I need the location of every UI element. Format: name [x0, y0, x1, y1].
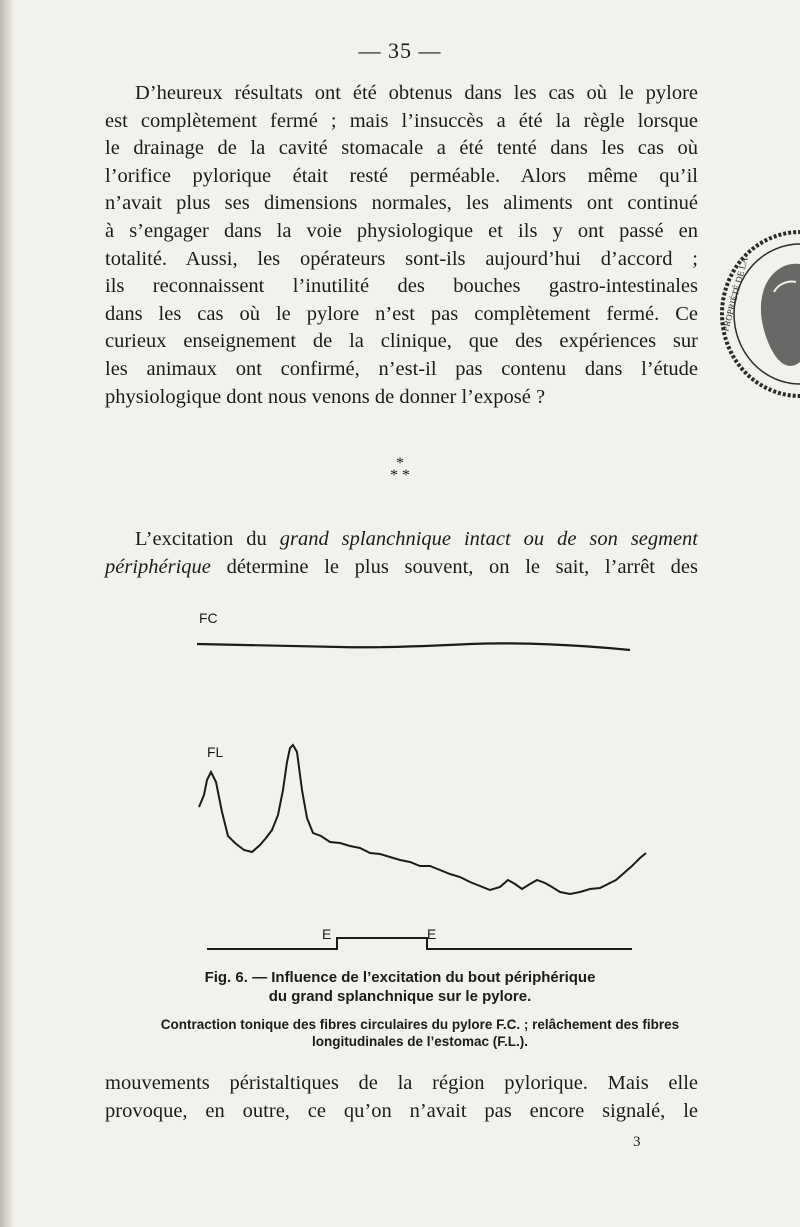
text-line: à s’engager dans la voie physiologique et ils y ont passé en	[105, 219, 698, 242]
svg-text:PROPRIÉTÉ DE LA: PROPRIÉTÉ DE LA	[720, 256, 750, 333]
text-line	[105, 554, 698, 582]
label-e-start: E	[322, 926, 332, 942]
fl-tracing-line	[199, 745, 646, 894]
figure-caption-title	[0, 968, 800, 1006]
section-asterism	[0, 455, 800, 484]
text-run: détermine le plus souvent, on le sait, l’arrêt des	[210, 555, 698, 578]
library-stamp	[718, 222, 800, 422]
caption-line: Contraction tonique des fibres circulaires du pylore F.C. ; relâchement des fibres	[160, 1017, 680, 1032]
text-line: D’heureux résultats ont été obtenus dans les cas où le pylore	[135, 82, 698, 104]
figure-tracing	[0, 600, 800, 960]
excitation-signal-line	[207, 938, 632, 949]
asterism-bottom: * *	[390, 467, 410, 484]
figure-caption-detail	[135, 1016, 705, 1050]
fc-tracing-line	[197, 643, 630, 650]
text-line: totalité. Aussi, les opérateurs sont-ils aujourd’hui d’accord ;	[105, 247, 698, 270]
asterism-top: *	[396, 455, 404, 472]
text-line: dans les cas où le pylore n’est pas complètement fermé. Ce	[105, 302, 698, 325]
paragraph-drainage	[105, 80, 698, 411]
paragraph-peristaltic	[105, 1070, 698, 1125]
text-line: le drainage de la cavité stomacale a été tenté dans les cas où	[105, 137, 698, 160]
text-run-italic: grand splanchnique intact ou de son segment	[279, 528, 699, 550]
text-line: mouvements péristaltiques de la région pylorique. Mais elle	[105, 1072, 698, 1094]
caption-line: Fig. 6. — Influence de l’excitation du bout périphérique	[204, 969, 596, 986]
text-line: l’orifice pylorique était resté perméable. Alors même qu’il	[105, 164, 698, 187]
caption-line: longitudinales de l’estomac (F.L.).	[311, 1034, 529, 1049]
text-line: provoque, en outre, ce qu’on n’avait pas encore signalé, le	[105, 1099, 698, 1122]
page-number: — 35 —	[358, 38, 442, 63]
text-run-italic: périphérique	[105, 555, 211, 578]
label-fl: FL	[207, 744, 224, 760]
paragraph-splanchnic	[105, 526, 698, 581]
text-line: physiologique dont nous venons de donner l’exposé ?	[105, 385, 546, 408]
text-line	[105, 526, 698, 554]
text-line: ils reconnaissent l’inutilité des bouches gastro-intestinales	[105, 275, 698, 298]
text-line: n’avait plus ses dimensions normales, les aliments ont continué	[105, 192, 698, 215]
text-line: les animaux ont confirmé, n’est-il pas contenu dans l’étude	[105, 357, 698, 380]
text-line: est complètement fermé ; mais l’insuccès a été la règle lorsque	[105, 109, 698, 132]
signature-mark: 3	[633, 1134, 641, 1150]
label-fc: FC	[199, 610, 218, 626]
label-e-end: E	[427, 926, 437, 942]
caption-line: du grand splanchnique sur le pylore.	[268, 988, 532, 1005]
text-line: curieux enseignement de la clinique, que des expériences sur	[105, 330, 698, 353]
text-run: L’excitation du	[135, 528, 280, 550]
